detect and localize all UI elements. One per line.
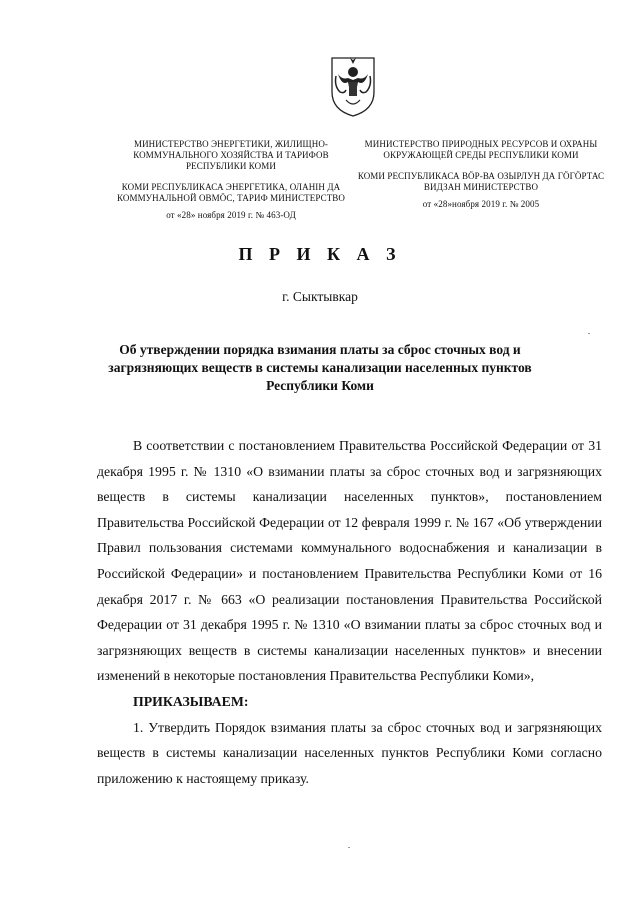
order-word: ПРИКАЗЫВАЕМ: (133, 693, 249, 709)
ministry-name-ru: МИНИСТЕРСТВО ПРИРОДНЫХ РЕСУРСОВ И ОХРАНЫ ОКРУЖАЮЩЕЙ СРЕДЫ РЕСПУБЛИКИ КОМИ (364, 139, 598, 160)
order-item-1: 1. Утвердить Порядок взимания платы за сброс сточных вод и загрязняющих веществ в системы канализации населенных пунктов Республики Коми согласно приложению к настоящему приказу. (97, 719, 602, 786)
header-ministry-energy (106, 139, 356, 221)
header-ministry-nature (356, 139, 606, 210)
ministry-name-komi: КОМИ РЕСПУБЛИКАСА ВÖР-ВА ОЗЫРЛУН ДА ГÖГÖРТАС ВИДЗАН МИНИСТЕРСТВО (357, 171, 605, 192)
document-city: г. Сыктывкар (282, 289, 358, 304)
scan-speck (348, 847, 350, 848)
ministry-name-ru: МИНИСТЕРСТВО ЭНЕРГЕТИКИ, ЖИЛИЩНО-КОММУНАЛЬНОГО ХОЗЯЙСТВА И ТАРИФОВ РЕСПУБЛИКИ КОМИ (133, 139, 329, 171)
order-date-number: от «28» ноября 2019 г. № 463-ОД (166, 210, 296, 220)
order-date-number: от «28»ноября 2019 г. № 2005 (422, 199, 540, 209)
document-body (97, 433, 602, 791)
document-subject: Об утверждении порядка взимания платы за сброс сточных вод и загрязняющих веществ в системы канализации населенных пунктов Республики Коми (108, 342, 532, 393)
coat-of-arms-emblem (328, 52, 378, 118)
scan-speck (588, 333, 590, 334)
document-type-title: П Р И К А З (238, 244, 402, 264)
ministry-name-komi: КОМИ РЕСПУБЛИКАСА ЭНЕРГЕТИКА, ОЛАНІН ДА КОММУНАЛЬНОЙ ОВМÖС, ТАРИФ МИНИСТЕРСТВО (116, 182, 345, 203)
preamble-paragraph: В соответствии с постановлением Правительства Российской Федерации от 31 декабря 1995 г. № 1310 «О взимании платы за сброс сточных вод и загрязняющих веществ в системы канализации населенных пунктов», постановлением Правительства Российской Федерации от 12 февраля 1999 г. № 167 «Об утверждении Правил пользования системами коммунального водоснабжения и канализации в Российской Федерации» и постановлением Правительства Республики Коми от 16 декабря 2017 г. № 663 «О реализации постановления Правительства Российской Федерации от 31 декабря 1995 г. № 1310 «О взимании платы за сброс сточных вод и загрязняющих веществ в системы канализации населенных пунктов» и внесении изменений в некоторые постановления Правительства Республики Коми», (97, 438, 602, 684)
